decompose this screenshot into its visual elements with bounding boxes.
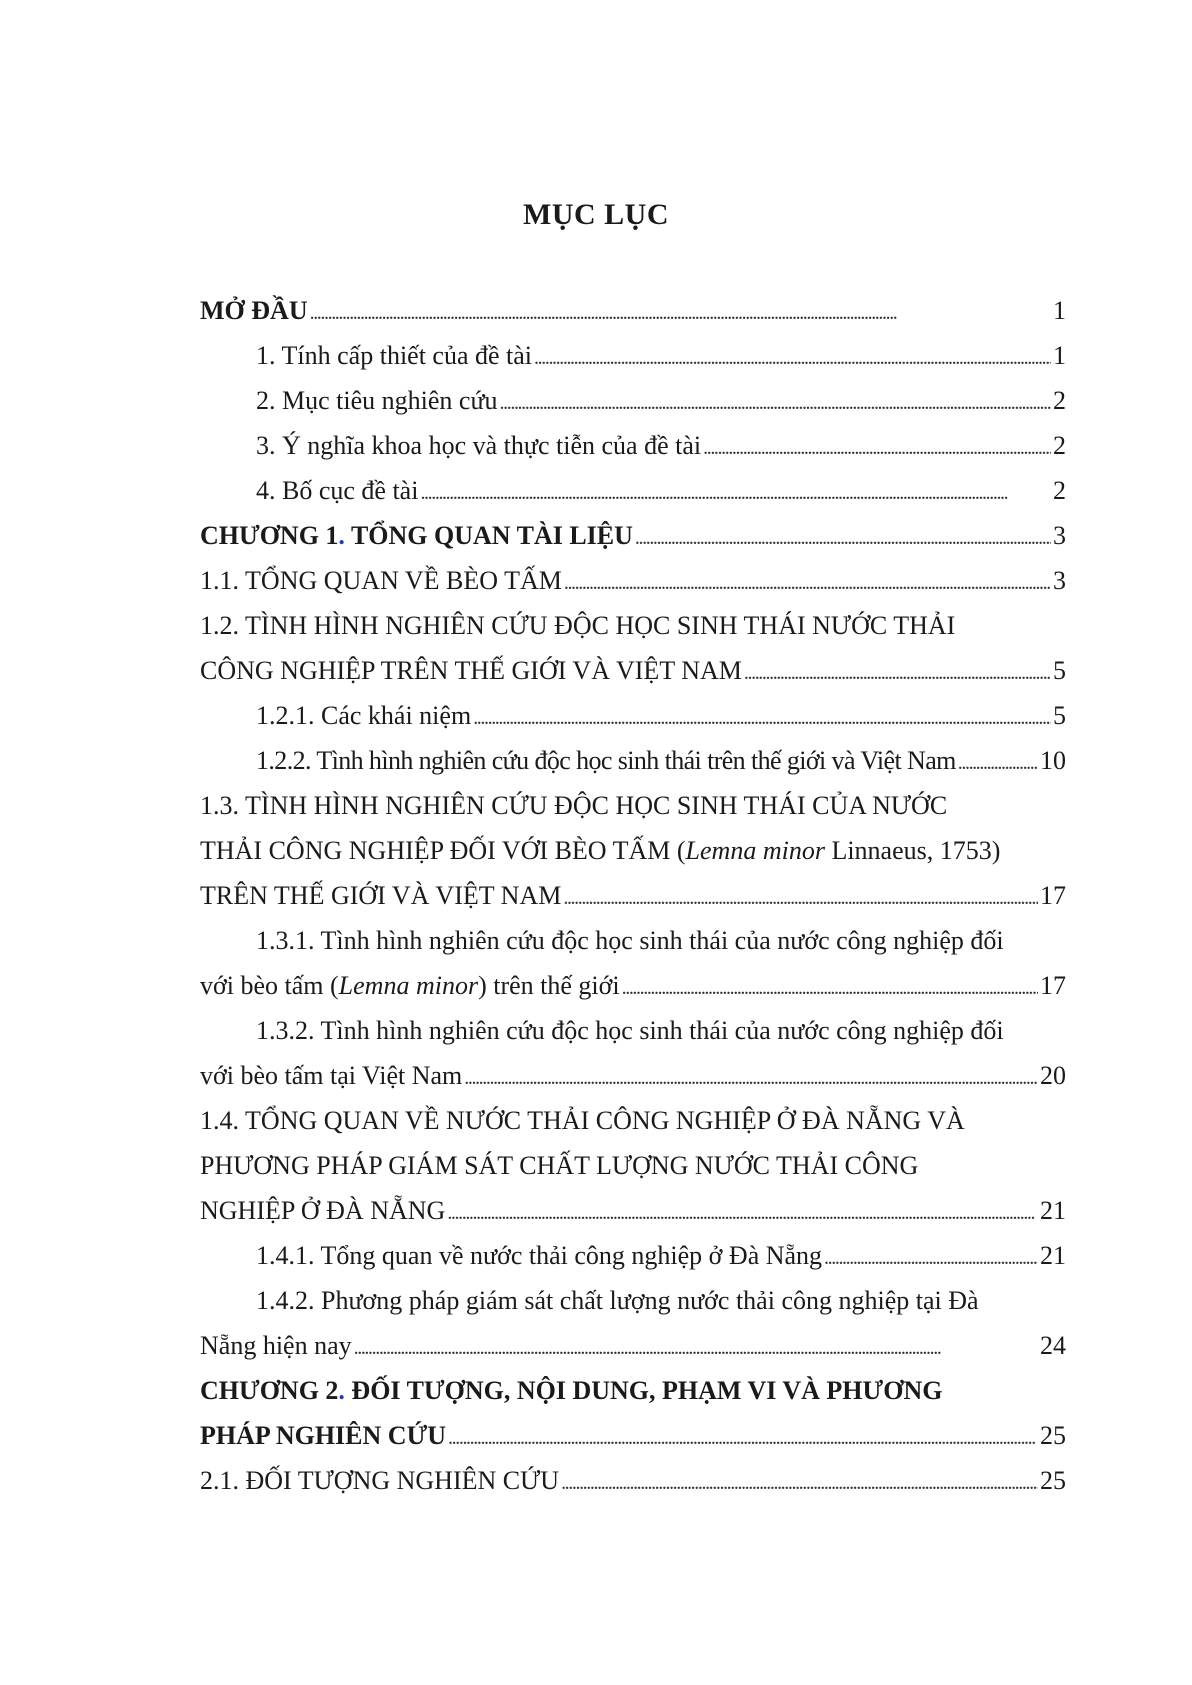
toc-entry-title: 1.4.1. Tổng quan về nước thải công nghiệp ở Đà Nẵng xyxy=(256,1241,823,1270)
toc-text-segment: ) trên thế giới xyxy=(478,971,620,1000)
toc-entry-title: MỞ ĐẦU xyxy=(200,296,308,325)
toc-page-number: 5 xyxy=(1053,701,1066,730)
toc-page-number: 17 xyxy=(1040,971,1066,1000)
toc-entry-title: với bèo tấm tại Việt Nam xyxy=(200,1061,463,1090)
dot-leader xyxy=(464,1053,1038,1101)
toc-page-number: 21 xyxy=(1040,1241,1066,1270)
toc-entry-line: 1.3.1. Tình hình nghiên cứu độc học sinh thái của nước công nghiệp đối xyxy=(256,926,1004,955)
toc-entry-title: 4. Bố cục đề tài xyxy=(256,476,419,505)
toc-entry-title: 2.1. ĐỐI TƯỢNG NGHIÊN CỨU xyxy=(200,1466,560,1495)
chapter-title: ĐỐI TƯỢNG, NỘI DUNG, PHẠM VI VÀ PHƯƠNG xyxy=(344,1376,943,1405)
toc-page-number: 24 xyxy=(1040,1331,1066,1360)
toc-entry[interactable] xyxy=(200,1368,1066,1458)
dot-leader xyxy=(354,1323,1038,1371)
toc-entry-line: 1.3. TÌNH HÌNH NGHIÊN CỨU ĐỘC HỌC SINH THÁI CỦA NƯỚC xyxy=(200,791,948,820)
dot-leader xyxy=(448,1413,1038,1461)
toc-entry[interactable] xyxy=(200,1098,1066,1233)
toc-page-number: 17 xyxy=(1040,881,1066,910)
toc-entry-title: NGHIỆP Ở ĐÀ NẴNG xyxy=(200,1196,446,1225)
toc-entry-title: 1.2.1. Các khái niệm xyxy=(256,701,472,730)
dot-leader xyxy=(958,738,1038,786)
toc-page-number: 2 xyxy=(1053,476,1066,505)
toc-entry-title: 1.2.2. Tình hình nghiên cứu độc học sinh thái trên thế giới và Việt Nam xyxy=(256,746,956,775)
dot-leader xyxy=(564,558,1051,606)
dot-leader xyxy=(561,1458,1038,1506)
toc-text-segment: THẢI CÔNG NGHIỆP ĐỐI VỚI BÈO TẤM ( xyxy=(200,836,686,865)
toc-entry-title: 1. Tính cấp thiết của đề tài xyxy=(256,341,533,370)
toc-entry[interactable] xyxy=(200,693,1066,738)
chapter-dot: . xyxy=(338,1376,345,1405)
toc-entry-title: Nẵng hiện nay xyxy=(200,1331,352,1360)
toc-page-number: 20 xyxy=(1040,1061,1066,1090)
toc-entry[interactable] xyxy=(200,783,1066,918)
dot-leader xyxy=(534,333,1051,381)
toc-entry[interactable] xyxy=(200,288,1066,333)
table-of-contents xyxy=(200,288,1066,1503)
dot-leader xyxy=(563,873,1038,921)
dot-leader xyxy=(420,468,1051,516)
toc-entry-title xyxy=(200,963,620,1008)
chapter-label: CHƯƠNG 1 xyxy=(200,521,339,550)
toc-entry-title: 3. Ý nghĩa khoa học và thực tiễn của đề tài xyxy=(256,431,702,460)
toc-entry[interactable] xyxy=(200,423,1066,468)
toc-entry-title: 1.1. TỔNG QUAN VỀ BÈO TẤM xyxy=(200,566,562,595)
toc-entry-line xyxy=(200,828,1066,873)
toc-page-number: 5 xyxy=(1053,656,1066,685)
toc-page-number: 3 xyxy=(1053,521,1066,550)
toc-entry-title: CÔNG NGHIỆP TRÊN THẾ GIỚI VÀ VIỆT NAM xyxy=(200,656,742,685)
toc-entry[interactable] xyxy=(200,1458,1066,1503)
dot-leader xyxy=(473,693,1051,741)
toc-page-number: 25 xyxy=(1040,1421,1066,1450)
toc-entry-line: PHƯƠNG PHÁP GIÁM SÁT CHẤT LƯỢNG NƯỚC THẢI CÔNG xyxy=(200,1151,919,1180)
toc-entry[interactable] xyxy=(200,468,1066,513)
dot-leader xyxy=(447,1188,1038,1236)
dot-leader xyxy=(744,648,1051,696)
toc-entry-line: 1.3.2. Tình hình nghiên cứu độc học sinh thái của nước công nghiệp đối xyxy=(256,1016,1004,1045)
toc-page-number: 2 xyxy=(1053,386,1066,415)
toc-entry-title: TRÊN THẾ GIỚI VÀ VIỆT NAM xyxy=(200,881,562,910)
toc-entry[interactable] xyxy=(200,558,1066,603)
page-title: MỤC LỤC xyxy=(523,198,669,231)
toc-entry[interactable] xyxy=(200,378,1066,423)
toc-entry[interactable] xyxy=(200,738,1066,783)
dot-leader xyxy=(635,513,1051,561)
toc-page-number: 1 xyxy=(1053,296,1066,325)
toc-page-number: 2 xyxy=(1053,431,1066,460)
dot-leader xyxy=(500,378,1051,426)
species-name: Lemna minor xyxy=(338,971,479,1000)
toc-page-number: 10 xyxy=(1040,746,1066,775)
dot-leader xyxy=(703,423,1051,471)
toc-entry[interactable] xyxy=(200,333,1066,378)
toc-entry-title: 2. Mục tiêu nghiên cứu xyxy=(256,386,498,415)
toc-text-segment: với bèo tấm ( xyxy=(200,971,339,1000)
toc-entry-line: 1.4.2. Phương pháp giám sát chất lượng nước thải công nghiệp tại Đà xyxy=(256,1286,979,1315)
toc-entry-title xyxy=(200,513,633,558)
toc-entry[interactable] xyxy=(200,1278,1066,1368)
toc-entry[interactable] xyxy=(200,1008,1066,1098)
toc-entry[interactable] xyxy=(200,1233,1066,1278)
toc-entry-line xyxy=(200,1368,1066,1413)
chapter-dot: . xyxy=(338,521,345,550)
toc-entry[interactable] xyxy=(200,513,1066,558)
dot-leader xyxy=(622,963,1038,1011)
toc-page-number: 3 xyxy=(1053,566,1066,595)
toc-page-number: 21 xyxy=(1040,1196,1066,1225)
toc-entry-line: 1.4. TỔNG QUAN VỀ NƯỚC THẢI CÔNG NGHIỆP Ở ĐÀ NẴNG VÀ xyxy=(200,1106,965,1135)
toc-text-segment: Linnaeus, 1753) xyxy=(824,836,1001,865)
toc-entry[interactable] xyxy=(200,918,1066,1008)
dot-leader xyxy=(824,1233,1038,1281)
species-name: Lemna minor xyxy=(685,836,825,865)
toc-page-number: 1 xyxy=(1053,341,1066,370)
toc-page-number: 25 xyxy=(1040,1466,1066,1495)
toc-entry-title: PHÁP NGHIÊN CỨU xyxy=(200,1421,447,1450)
dot-leader xyxy=(310,288,1051,336)
toc-entry-line: 1.2. TÌNH HÌNH NGHIÊN CỨU ĐỘC HỌC SINH THÁI NƯỚC THẢI xyxy=(200,611,956,640)
chapter-title: TỔNG QUAN TÀI LIỆU xyxy=(344,521,633,550)
toc-entry[interactable] xyxy=(200,603,1066,693)
chapter-label: CHƯƠNG 2 xyxy=(200,1376,339,1405)
